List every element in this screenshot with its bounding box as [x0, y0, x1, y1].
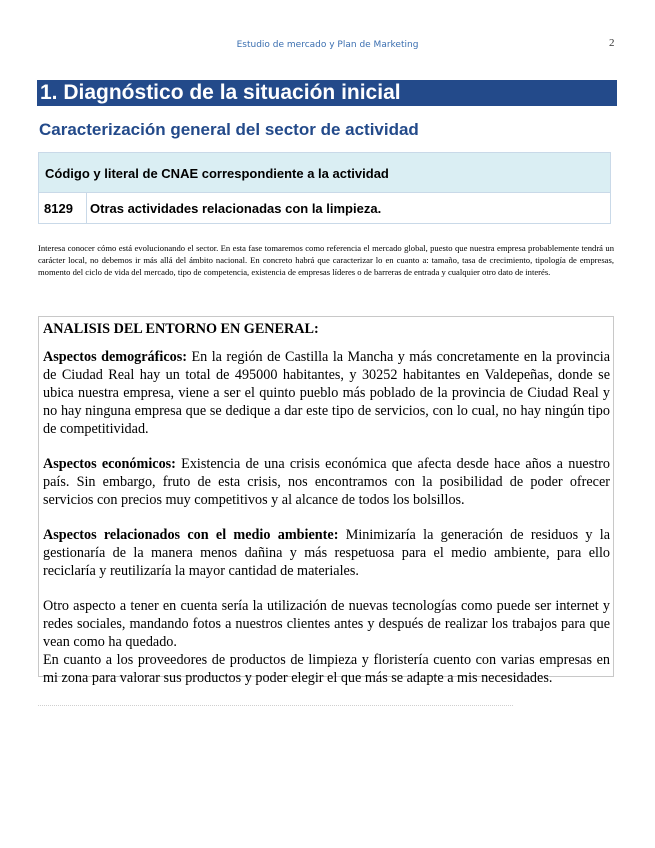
- subsection-title: Caracterización general del sector de actividad: [39, 120, 419, 139]
- cnae-description-cell: [87, 193, 610, 223]
- technology-paragraph: Otro aspecto a tener en cuenta sería la utilización de nuevas tecnologías como puede ser internet y redes sociales, mandando fotos a nuestros clientes antes y después de realizar los trabajos para que vean como ha quedado.: [43, 598, 610, 650]
- economic-label: Aspectos económicos:: [43, 456, 176, 472]
- economic-text: Existencia de una crisis económica que afecta desde hace años a nuestro país. Sin embargo, fruto de esta crisis, nos encontramos con la posibilidad de poder ofrecer servicios con precios muy competitivos y al alcance de todos los bolsillos.: [43, 456, 610, 508]
- economic-paragraph: [43, 455, 610, 509]
- cnae-code-cell: [39, 193, 87, 223]
- analysis-box: [38, 316, 614, 686]
- intro-paragraph: Interesa conocer cómo está evolucionando el sector. En esta fase tomaremos como referencia el mercado global, puesto que nuestra empresa probablemente tendrá un carácter local, no debemos ir más allá del ámbito nacional. En concreto habrá que caracterizar lo en cuanto a: tamaño, tasa de crecimiento, tipología de empresas, momento del ciclo de vida del mercado, tipo de competencia, existencia de empresas líderes o de barreras de entrada y cualquier otro dato de interés.: [38, 243, 614, 277]
- demographic-text: En la región de Castilla la Mancha y más concretamente en la provincia de Ciudad Real hay un total de 495000 habitantes, y 30252 habitantes en Valdepeñas, donde se ubica nuestra empresa, viene a ser el quinto pueblo más poblado de la provincia de Ciudad Real y no hay ninguna empresa que se dedique a dar este tipo de servicios, con lo cual, no hay ningún tipo de competitividad.: [43, 349, 610, 437]
- cnae-table: [38, 152, 611, 224]
- suppliers-paragraph: En cuanto a los proveedores de productos de limpieza y floristería cuento con varias empresas en mi zona para valorar sus productos y poder elegir el que más se adapte a mis necesidades.: [43, 652, 610, 686]
- cnae-description: Otras actividades relacionadas con la limpieza.: [90, 201, 382, 216]
- analysis-title: ANALISIS DEL ENTORNO EN GENERAL:: [43, 321, 319, 337]
- section-title-bar: [37, 80, 617, 106]
- cnae-table-header: [39, 153, 610, 193]
- cnae-table-row: [39, 193, 610, 223]
- environment-paragraph: [43, 526, 610, 580]
- cnae-header-label: Código y literal de CNAE correspondiente a la actividad: [45, 166, 389, 181]
- running-header: Estudio de mercado y Plan de Marketing: [236, 40, 419, 50]
- page-number: 2: [609, 37, 615, 49]
- cnae-code: 8129: [44, 201, 73, 216]
- section-title: 1. Diagnóstico de la situación inicial: [40, 81, 401, 104]
- footer-divider: [38, 705, 513, 707]
- environment-label: Aspectos relacionados con el medio ambiente:: [43, 527, 339, 543]
- environment-text: Minimizaría la generación de residuos y la gestionaría de la manera menos dañina y más respetuosa para el medio ambiente, para ello reciclaría y reutilizaría la mayor cantidad de materiales.: [43, 527, 611, 579]
- demographic-paragraph: [43, 348, 610, 438]
- demographic-label: Aspectos demográficos:: [43, 349, 187, 365]
